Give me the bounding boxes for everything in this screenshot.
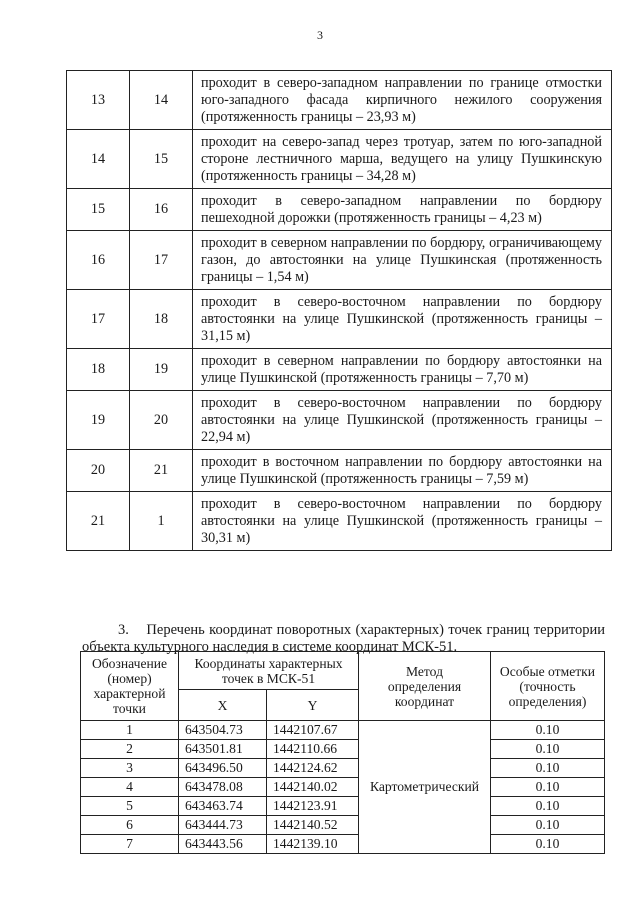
segment-from-point: 14 <box>67 130 130 189</box>
coordinate-row <box>81 721 605 740</box>
coordinate-row <box>81 835 605 854</box>
segment-description: проходит в северо-западном направлении по бордюру пешеходной дорожки (протяженность границы – 4,23 м) <box>193 189 612 231</box>
coordinates-table <box>80 651 605 854</box>
point-id: 2 <box>81 740 179 759</box>
point-id: 7 <box>81 835 179 854</box>
segment-row <box>67 189 612 231</box>
accuracy-value: 0.10 <box>491 835 605 854</box>
segment-description: проходит в восточном направлении по бордюру автостоянки на улице Пушкинской (протяженность границы – 7,59 м) <box>193 450 612 492</box>
header-accuracy: Особые отметки (точность определения) <box>491 652 605 721</box>
y-value: 1442107.67 <box>267 721 359 740</box>
segment-description: проходит в северо-восточном направлении по бордюру автостоянки на улице Пушкинской (протяженность границы – 22,94 м) <box>193 391 612 450</box>
segment-row <box>67 492 612 551</box>
segment-description: проходит в северо-восточном направлении по бордюру автостоянки на улице Пушкинской (протяженность границы – 31,15 м) <box>193 290 612 349</box>
x-value: 643478.08 <box>179 778 267 797</box>
coordinates-body <box>81 721 605 854</box>
x-value: 643444.73 <box>179 816 267 835</box>
y-value: 1442110.66 <box>267 740 359 759</box>
segment-from-point: 19 <box>67 391 130 450</box>
accuracy-value: 0.10 <box>491 721 605 740</box>
y-value: 1442139.10 <box>267 835 359 854</box>
accuracy-value: 0.10 <box>491 740 605 759</box>
segment-description: проходит в северо-западном направлении по границе отмостки юго-западного фасада кирпичного нежилого сооружения (протяженность границы – 23,93 м) <box>193 71 612 130</box>
header-coordinates: Координаты характерных точек в МСК-51 <box>179 652 359 690</box>
y-value: 1442140.52 <box>267 816 359 835</box>
segment-description: проходит в северо-восточном направлении по бордюру автостоянки на улице Пушкинской (протяженность границы – 30,31 м) <box>193 492 612 551</box>
accuracy-value: 0.10 <box>491 778 605 797</box>
boundary-segments-table <box>66 70 612 551</box>
segment-from-point: 20 <box>67 450 130 492</box>
y-value: 1442123.91 <box>267 797 359 816</box>
segment-to-point: 20 <box>130 391 193 450</box>
segment-to-point: 16 <box>130 189 193 231</box>
method-value: Картометрический <box>359 721 491 854</box>
point-id: 1 <box>81 721 179 740</box>
segment-to-point: 14 <box>130 71 193 130</box>
accuracy-value: 0.10 <box>491 759 605 778</box>
x-value: 643463.74 <box>179 797 267 816</box>
segment-from-point: 16 <box>67 231 130 290</box>
segment-to-point: 17 <box>130 231 193 290</box>
segment-to-point: 19 <box>130 349 193 391</box>
segment-row <box>67 349 612 391</box>
segment-row <box>67 231 612 290</box>
header-method: Метод определения координат <box>359 652 491 721</box>
section-text: Перечень координат поворотных (характерных) точек границ территории объекта культурного наследия в системе координат МСК-51. <box>82 622 605 655</box>
header-x: X <box>179 690 267 721</box>
segment-from-point: 21 <box>67 492 130 551</box>
segment-row <box>67 130 612 189</box>
coordinate-row <box>81 778 605 797</box>
x-value: 643504.73 <box>179 721 267 740</box>
section-number: 3. <box>118 622 129 638</box>
point-id: 5 <box>81 797 179 816</box>
segment-from-point: 13 <box>67 71 130 130</box>
point-id: 6 <box>81 816 179 835</box>
segment-description: проходит в северном направлении по бордюру, ограничивающему газон, до автостоянки на улице Пушкинская (протяженность границы – 1,54 м) <box>193 231 612 290</box>
segment-row <box>67 450 612 492</box>
x-value: 643496.50 <box>179 759 267 778</box>
segment-to-point: 1 <box>130 492 193 551</box>
segment-row <box>67 71 612 130</box>
segment-from-point: 15 <box>67 189 130 231</box>
x-value: 643443.56 <box>179 835 267 854</box>
header-y: Y <box>267 690 359 721</box>
coordinate-row <box>81 816 605 835</box>
coordinate-row <box>81 797 605 816</box>
y-value: 1442124.62 <box>267 759 359 778</box>
segment-row <box>67 290 612 349</box>
page-number: 3 <box>317 28 323 42</box>
coordinate-row <box>81 759 605 778</box>
segment-to-point: 18 <box>130 290 193 349</box>
x-value: 643501.81 <box>179 740 267 759</box>
segment-from-point: 18 <box>67 349 130 391</box>
segment-to-point: 15 <box>130 130 193 189</box>
boundary-segments-body <box>67 71 612 551</box>
segment-to-point: 21 <box>130 450 193 492</box>
coordinate-row <box>81 740 605 759</box>
y-value: 1442140.02 <box>267 778 359 797</box>
accuracy-value: 0.10 <box>491 816 605 835</box>
header-designation: Обозначение (номер) характерной точки <box>81 652 179 721</box>
segment-description: проходит в северном направлении по бордюру автостоянки на улице Пушкинской (протяженность границы – 7,70 м) <box>193 349 612 391</box>
segment-row <box>67 391 612 450</box>
segment-description: проходит на северо-запад через тротуар, затем по юго-западной стороне лестничного марша, ведущего на улицу Пушкинскую (протяженность границы – 34,28 м) <box>193 130 612 189</box>
accuracy-value: 0.10 <box>491 797 605 816</box>
point-id: 4 <box>81 778 179 797</box>
segment-from-point: 17 <box>67 290 130 349</box>
point-id: 3 <box>81 759 179 778</box>
